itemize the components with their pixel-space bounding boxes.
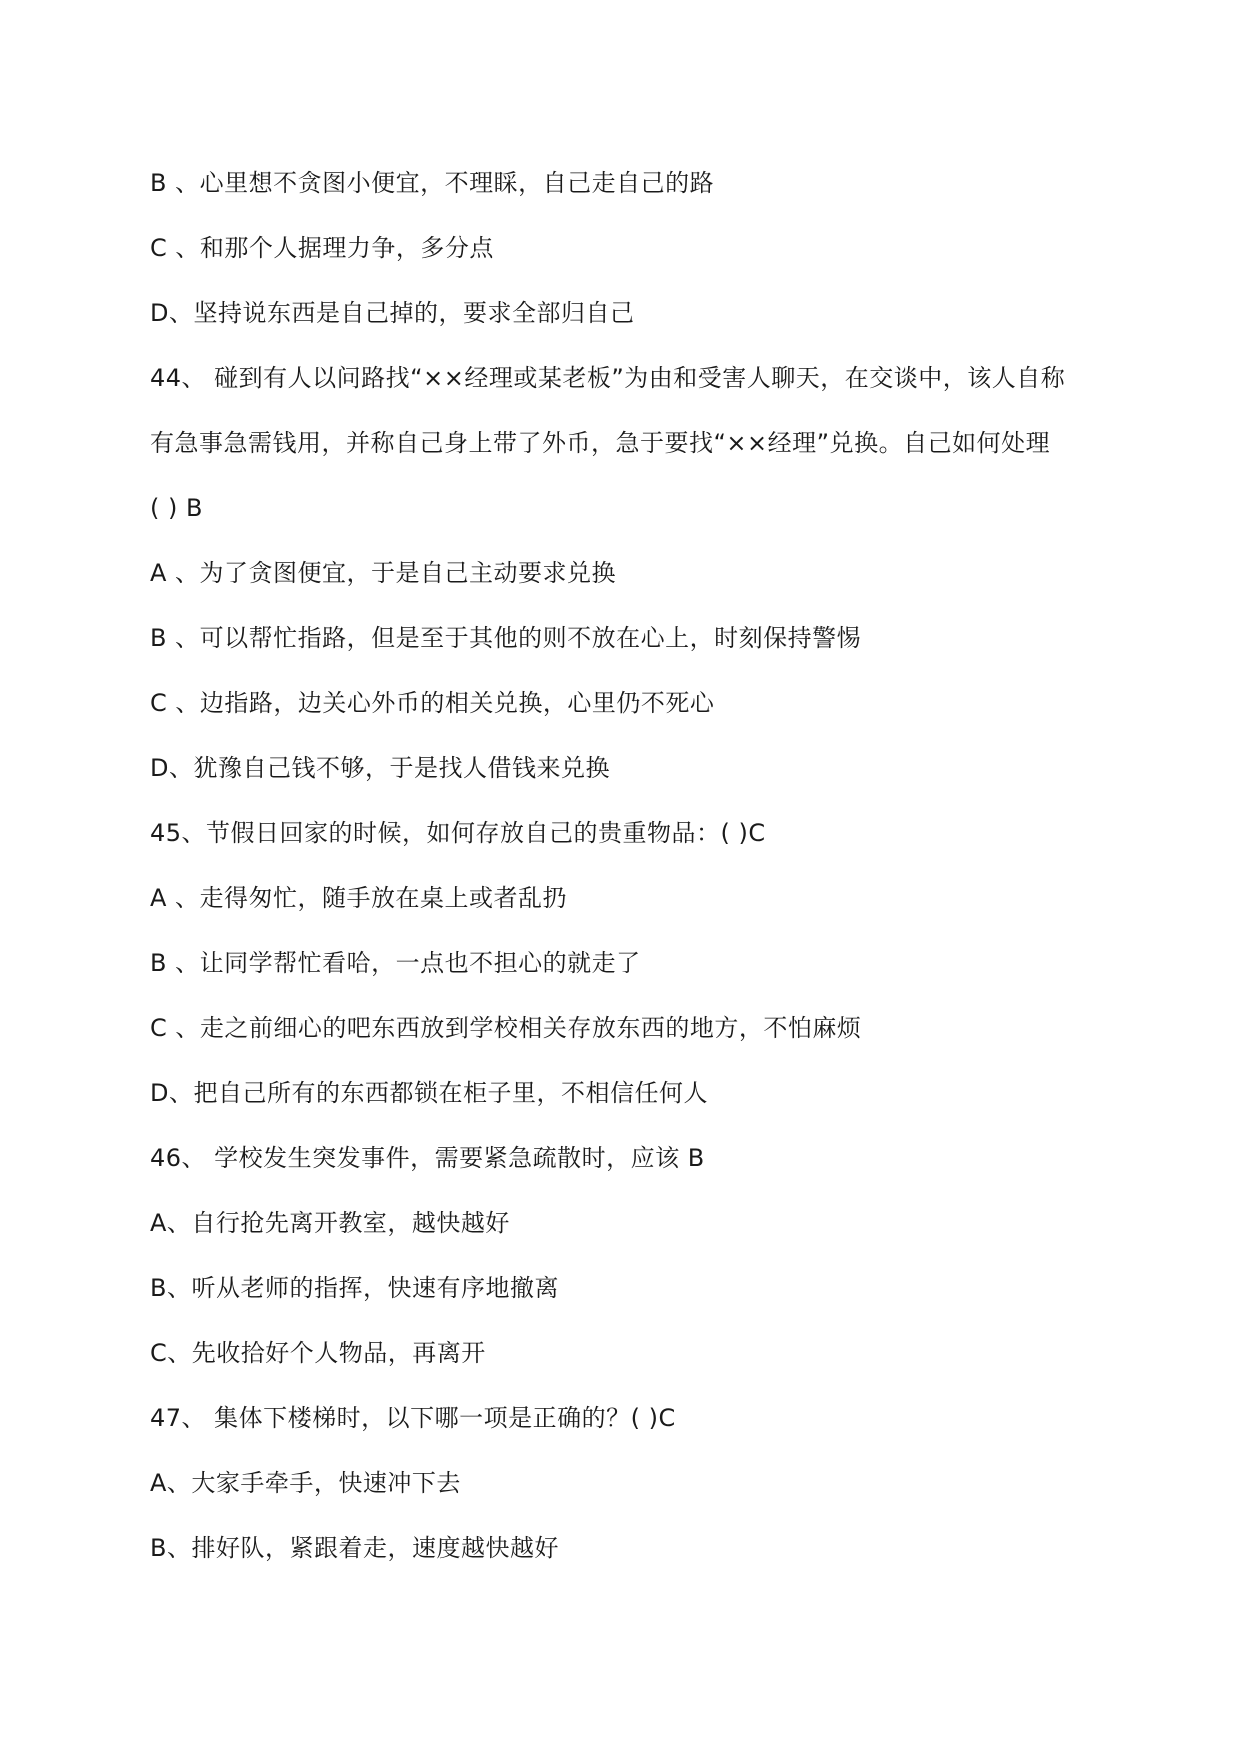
text-line: 有急事急需钱用，并称自己身上带了外币，急于要找“××经理”兑换。自己如何处理	[150, 429, 1051, 457]
text-line: C 、和那个人据理力争，多分点	[150, 234, 494, 262]
question-line: 44、 碰到有人以问路找“××经理或某老板”为由和受害人聊天，在交谈中，该人自称	[150, 364, 1066, 392]
answer-line: ( ) B	[150, 494, 203, 522]
text-line: D、坚持说东西是自己掉的，要求全部归自己	[150, 299, 635, 327]
text-line: D、犹豫自己钱不够，于是找人借钱来兑换	[150, 754, 610, 782]
text-line: A 、走得匆忙，随手放在桌上或者乱扔	[150, 884, 568, 912]
text-line: D、把自己所有的东西都锁在柜子里，不相信任何人	[150, 1079, 708, 1107]
question-line: 45、节假日回家的时候，如何存放自己的贵重物品：( )C	[150, 819, 766, 847]
text-line: C 、走之前细心的吧东西放到学校相关存放东西的地方，不怕麻烦	[150, 1014, 862, 1042]
question-line: 46、 学校发生突发事件，需要紧急疏散时，应该 B	[150, 1144, 705, 1172]
text-line: C 、边指路，边关心外币的相关兑换，心里仍不死心	[150, 689, 715, 717]
text-line: B 、可以帮忙指路，但是至于其他的则不放在心上，时刻保持警惕	[150, 624, 862, 652]
question-line: 47、 集体下楼梯时，以下哪一项是正确的？( )C	[150, 1404, 676, 1432]
text-line: A、自行抢先离开教室，越快越好	[150, 1209, 510, 1237]
text-line: A、大家手牵手，快速冲下去	[150, 1469, 461, 1497]
text-line: B 、心里想不贪图小便宜，不理睬，自己走自己的路	[150, 169, 715, 197]
text-line: B、听从老师的指挥，快速有序地撤离	[150, 1274, 559, 1302]
text-line: B、排好队，紧跟着走，速度越快越好	[150, 1534, 559, 1562]
text-line: A 、为了贪图便宜，于是自己主动要求兑换	[150, 559, 617, 587]
text-line: B 、让同学帮忙看哈，一点也不担心的就走了	[150, 949, 641, 977]
text-line: C、先收拾好个人物品，再离开	[150, 1339, 486, 1367]
